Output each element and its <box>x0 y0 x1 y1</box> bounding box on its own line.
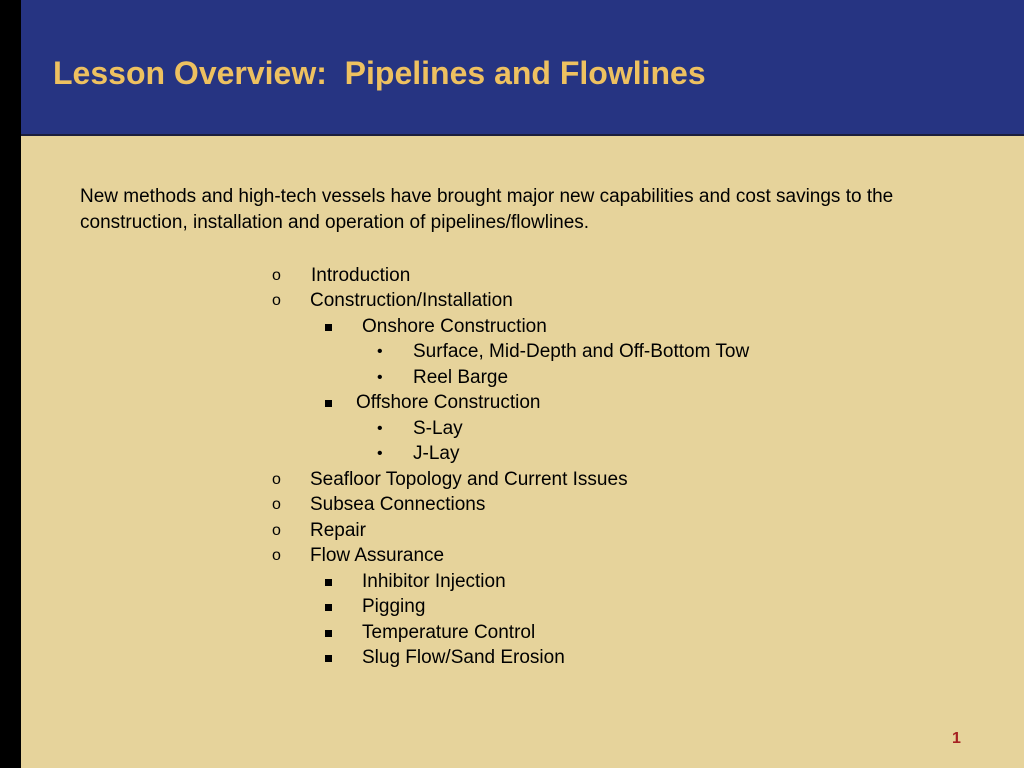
dot-bullet-icon: • <box>377 420 383 437</box>
hollow-circle-bullet-icon: o <box>272 522 281 539</box>
left-edge-bar <box>0 0 21 768</box>
hollow-circle-bullet-icon: o <box>272 292 281 309</box>
dot-bullet-icon: • <box>377 445 383 462</box>
square-bullet-icon <box>325 400 332 407</box>
dot-bullet-icon: • <box>377 369 383 386</box>
hollow-circle-bullet-icon: o <box>272 471 281 488</box>
intro-paragraph: New methods and high-tech vessels have brought major new capabilities and cost savings to the construction, installation and operation of pipelines/flowlines. <box>80 186 894 233</box>
square-bullet-icon <box>325 604 332 611</box>
square-bullet-icon <box>325 655 332 662</box>
hollow-circle-bullet-icon: o <box>272 267 281 284</box>
square-bullet-icon <box>325 324 332 331</box>
square-bullet-icon <box>325 579 332 586</box>
page-number: 1 <box>952 730 961 747</box>
slide-header <box>21 0 1024 136</box>
hollow-circle-bullet-icon: o <box>272 547 281 564</box>
square-bullet-icon <box>325 630 332 637</box>
slide-title: Lesson Overview: Pipelines and Flowlines <box>53 55 706 91</box>
dot-bullet-icon: • <box>377 343 383 360</box>
hollow-circle-bullet-icon: o <box>272 496 281 513</box>
